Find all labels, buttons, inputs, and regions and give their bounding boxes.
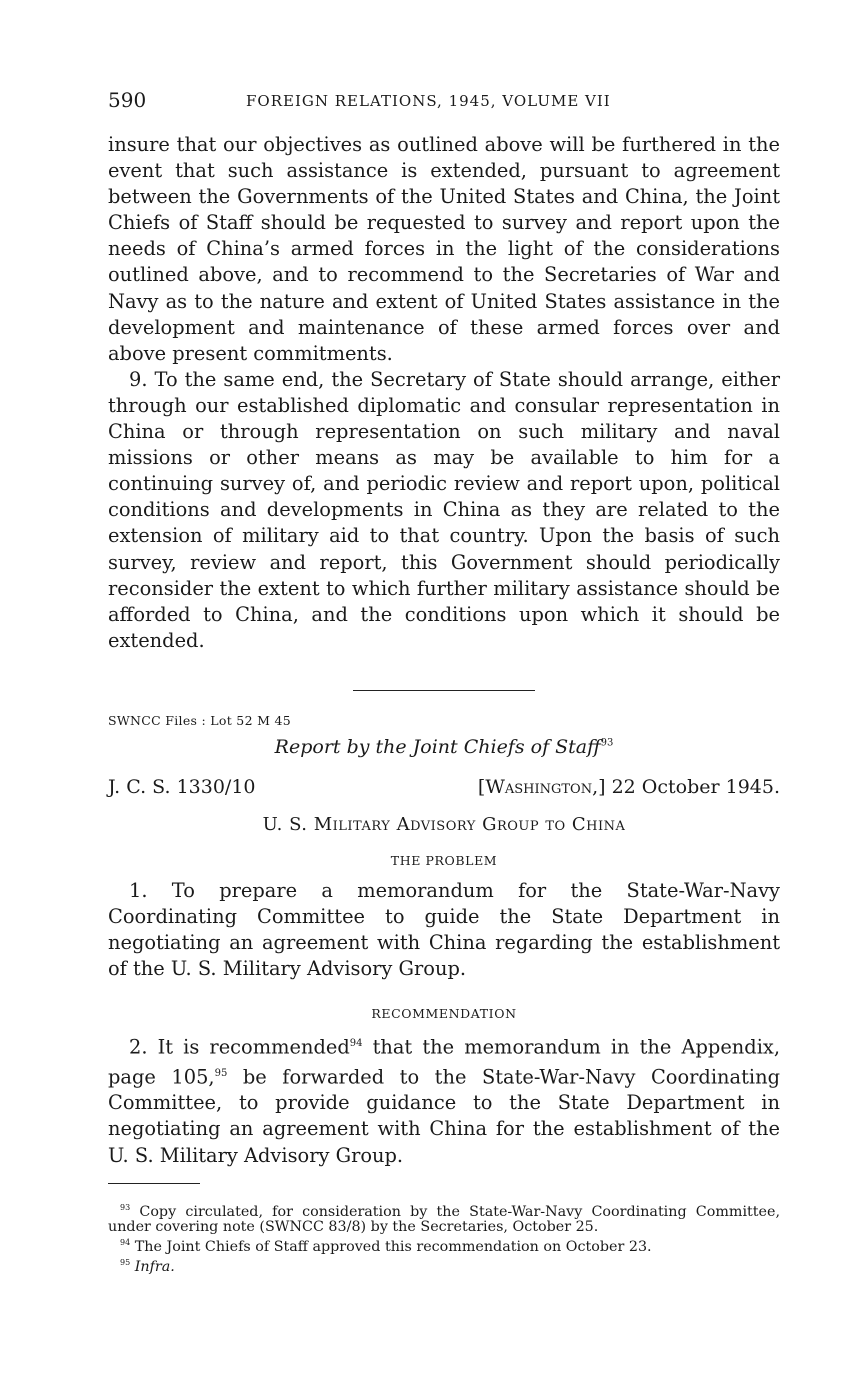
bracket-open: [ — [477, 775, 486, 798]
footnote-ref-95: 95 — [214, 1067, 228, 1079]
recommendation-paragraph — [108, 1031, 780, 1168]
problem-paragraph: 1. To prepare a memorandum for the State-War-Navy Coordinating Committee to guide the State Department in negotiating an agreement with China regarding the establishment of the U. S. Military Advisory Group. — [108, 878, 780, 981]
footnote-94 — [108, 1235, 780, 1255]
section-divider — [353, 690, 535, 691]
running-title: FOREIGN RELATIONS, 1945, VOLUME VII — [246, 92, 611, 110]
recommendation-part-1: 2. It is recommended — [129, 1035, 350, 1059]
file-reference: SWNCC Files : Lot 52 M 45 — [108, 712, 291, 728]
footnote-text: The Joint Chiefs of Staff approved this recommendation on October 23. — [134, 1239, 652, 1256]
document-id-line — [108, 776, 780, 804]
recommendation-part-2: that the memorandum in the Appendix, page 105, — [108, 1035, 780, 1089]
footnote-ref-94: 94 — [349, 1038, 363, 1050]
footnote-divider — [108, 1183, 200, 1184]
problem-heading: THE PROBLEM — [390, 852, 498, 868]
footnote-marker: 94 — [120, 1238, 131, 1248]
date: ,] 22 October 1945. — [592, 775, 780, 798]
report-title — [108, 736, 780, 758]
footnotes — [108, 1200, 780, 1275]
subject-heading: U. S. Military Advisory Group to China — [262, 813, 626, 835]
recommendation-heading: RECOMMENDATION — [371, 1006, 517, 1022]
page-number: 590 — [108, 88, 147, 112]
document-page — [108, 88, 780, 1275]
footnote-marker: 95 — [120, 1258, 131, 1268]
place-date — [478, 776, 780, 798]
running-header — [108, 88, 780, 118]
jcs-number: J. C. S. 1330/10 — [108, 775, 256, 798]
footnote-text: Copy circulated, for consideration by the State-War-Navy Coordinating Committee, under covering note (SWNCC 83/8) by the Secretaries, October 25. — [108, 1203, 780, 1236]
footnote-marker: 93 — [120, 1202, 131, 1212]
report-title-text: Report by the Joint Chiefs of Staff — [274, 735, 601, 758]
recommendation-part-3: be forwarded to the State-War-Navy Coordinating Committee, to provide guidance to the State Department in negotiating an agreement with China for the establishment of the U. S. Military Advisory Group. — [108, 1065, 780, 1167]
place: Washington — [485, 775, 593, 798]
footnote-ref-93: 93 — [600, 737, 614, 749]
continuation-paragraph: insure that our objectives as outlined above will be furthered in the event that such assistance is extended, pursuant to agreement between the Governments of the United States and China, the Joint Chiefs of Staff should be requested to survey and report upon the needs of China’s armed forces in the light of the considerations outlined above, and to recommend to the Secretaries of War and Navy as to the nature and extent of United States assistance in the development and maintenance of these armed forces over and above present commitments. — [108, 133, 780, 365]
footnote-95 — [108, 1255, 780, 1275]
footnote-93 — [108, 1200, 780, 1236]
paragraph-9: 9. To the same end, the Secretary of State should arrange, either through our established diplomatic and consular representation in China or through representation on such military and naval missions or other means as may be available to him for a continuing survey of, and periodic review and report upon, political conditions and developments in China as they are related to the extension of military aid to that country. Upon the basis of such survey, review and report, this Government should periodically reconsider the extent to which further military assistance should be afforded to China, and the conditions upon which it should be extended. — [108, 367, 780, 652]
footnote-text: Infra. — [134, 1258, 175, 1275]
